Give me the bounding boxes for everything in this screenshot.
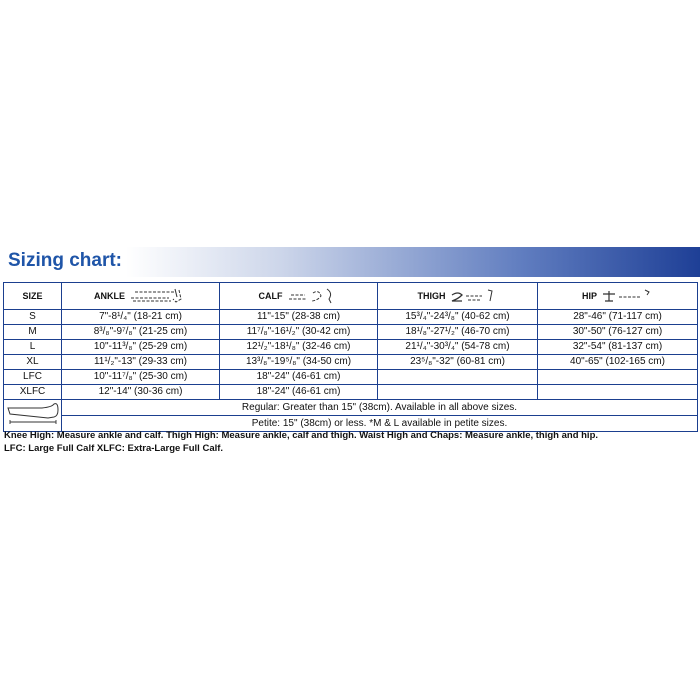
size-cell: M — [4, 325, 62, 340]
hip-cell — [538, 385, 698, 400]
column-header-label: SIZE — [22, 291, 43, 301]
thigh-cell: 15³/₄"-24³/₈" (40-62 cm) — [378, 310, 538, 325]
ankle-cell: 10"-11³/₈" (25-29 cm) — [62, 340, 220, 355]
size-cell: XL — [4, 355, 62, 370]
column-header-label: THIGH — [417, 291, 446, 301]
length-row-regular — [4, 400, 698, 416]
column-header-size — [4, 283, 62, 310]
thigh-cell: 18¹/₈"-27¹/₂" (46-70 cm) — [378, 325, 538, 340]
hip-cell: 32"-54" (81-137 cm) — [538, 340, 698, 355]
column-header-label: HIP — [581, 291, 597, 301]
ankle-cell: 12"-14" (30-36 cm) — [62, 385, 220, 400]
ankle-measure-icon — [129, 287, 187, 305]
thigh-cell: 21¹/₄"-30³/₄" (54-78 cm) — [378, 340, 538, 355]
measure-instructions: Knee High: Measure ankle and calf. Thigh High: Measure ankle, calf and thigh. Waist High and Chaps: Measure ankle, thigh and hip. — [4, 430, 599, 441]
ankle-cell: 7"-8¹/₄" (18-21 cm) — [62, 310, 220, 325]
calf-cell: 13³/₈"-19⁵/₈" (34-50 cm) — [220, 355, 378, 370]
sizing-table — [3, 282, 698, 432]
hip-cell — [538, 370, 698, 385]
table-row — [4, 355, 698, 370]
thigh-cell — [378, 385, 538, 400]
hip-cell: 30"-50" (76-127 cm) — [538, 325, 698, 340]
size-cell: S — [4, 310, 62, 325]
regular-length-note: Regular: Greater than 15" (38cm). Available in all above sizes. — [62, 400, 698, 416]
hip-cell: 28"-46" (71-117 cm) — [538, 310, 698, 325]
calf-cell: 12¹/₂"-18¹/₈" (32-46 cm) — [220, 340, 378, 355]
column-header-hip — [538, 283, 698, 310]
hip-cell: 40"-65" (102-165 cm) — [538, 355, 698, 370]
thigh-cell — [378, 370, 538, 385]
thigh-measure-icon — [450, 287, 498, 305]
column-header-label: ANKLE — [94, 291, 125, 301]
petite-length-note: Petite: 15" (38cm) or less. *M & L available in petite sizes. — [62, 416, 698, 432]
size-cell: LFC — [4, 370, 62, 385]
ankle-cell: 10"-11⁷/₈" (25-30 cm) — [62, 370, 220, 385]
calf-cell: 18"-24" (46-61 cm) — [220, 385, 378, 400]
size-cell: XLFC — [4, 385, 62, 400]
size-abbreviations: LFC: Large Full Calf XLFC: Extra-Large Full Calf. — [4, 443, 224, 454]
table-row — [4, 370, 698, 385]
calf-cell: 11"-15" (28-38 cm) — [220, 310, 378, 325]
size-cell: L — [4, 340, 62, 355]
footnotes — [4, 429, 598, 455]
page-title: Sizing chart: — [8, 250, 123, 271]
table-header-row — [4, 283, 698, 310]
leg-length-icon — [6, 400, 60, 426]
table-row — [4, 340, 698, 355]
table-row — [4, 310, 698, 325]
hip-measure-icon — [601, 287, 653, 305]
column-header-calf — [220, 283, 378, 310]
calf-measure-icon — [287, 287, 339, 305]
ankle-cell: 11¹/₂"-13" (29-33 cm) — [62, 355, 220, 370]
table-row — [4, 385, 698, 400]
table-row — [4, 325, 698, 340]
calf-cell: 11⁷/₈"-16¹/₂" (30-42 cm) — [220, 325, 378, 340]
column-header-label: CALF — [258, 291, 283, 301]
column-header-thigh — [378, 283, 538, 310]
ankle-cell: 8³/₈"-9⁷/₈" (21-25 cm) — [62, 325, 220, 340]
thigh-cell: 23⁵/₈"-32" (60-81 cm) — [378, 355, 538, 370]
leg-length-cell — [4, 400, 62, 432]
column-header-ankle — [62, 283, 220, 310]
calf-cell: 18"-24" (46-61 cm) — [220, 370, 378, 385]
